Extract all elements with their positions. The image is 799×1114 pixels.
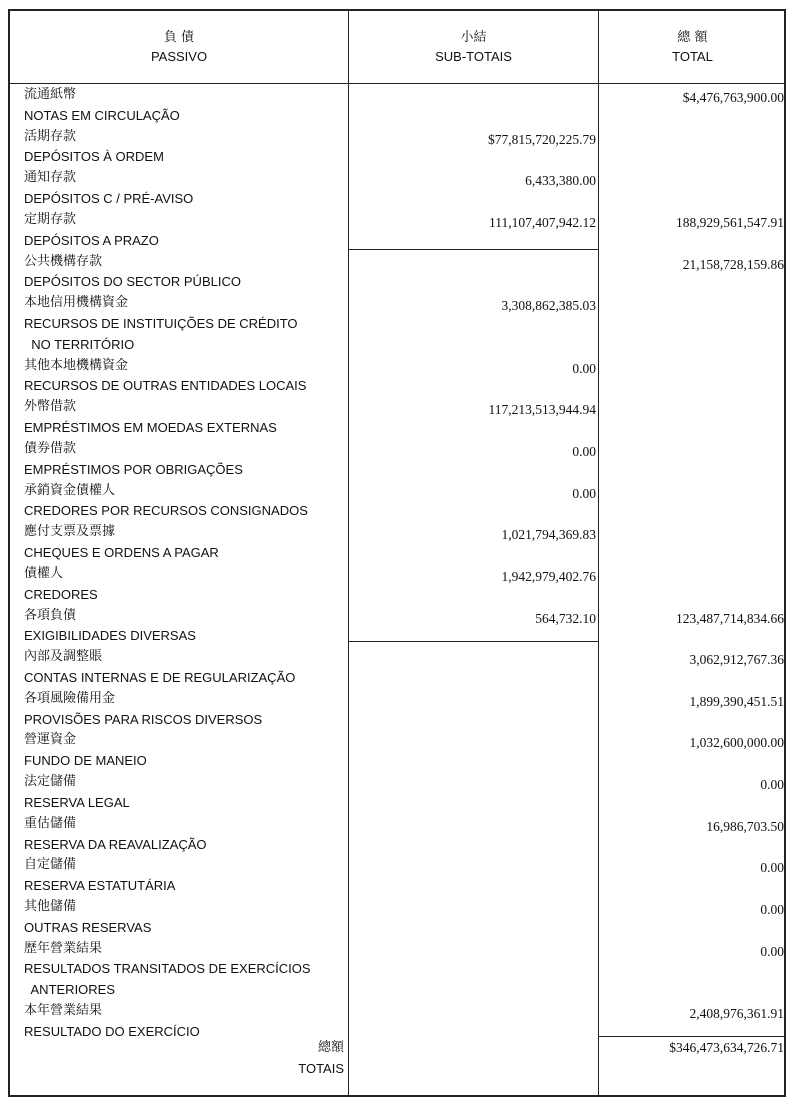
item-label-pt: EMPRÉSTIMOS POR OBRIGAÇÕES	[24, 461, 243, 477]
item-label-zh: 內部及調整賬	[24, 649, 103, 665]
item-label-pt: OUTRAS RESERVAS	[24, 919, 152, 935]
item-total: 0.00	[760, 943, 784, 959]
subtotal-divider	[348, 249, 598, 250]
header-total	[599, 11, 786, 83]
header-subtotais	[349, 11, 598, 83]
item-label-zh: 其他儲備	[24, 898, 77, 914]
item-label-zh: 定期存款	[24, 211, 77, 227]
item-total: 0.00	[760, 901, 784, 917]
item-total: 188,929,561,547.91	[676, 214, 784, 230]
header-zh: 負 債	[163, 30, 195, 45]
item-label-pt: RECURSOS DE INSTITUIÇÕES DE CRÉDITO	[24, 316, 298, 332]
item-total: 3,062,912,767.36	[689, 652, 784, 668]
item-total: 0.00	[760, 860, 784, 876]
item-label-pt: DEPÓSITOS A PRAZO	[24, 232, 159, 248]
item-label-zh: 重估儲備	[24, 815, 77, 831]
item-label-zh: 通知存款	[24, 170, 77, 186]
item-total: 1,899,390,451.51	[689, 693, 784, 709]
balance-sheet-liabilities	[8, 9, 786, 1097]
item-label-pt: RESERVA ESTATUTÁRIA	[24, 878, 176, 894]
subtotal-divider	[348, 641, 598, 642]
item-subtotal: $77,815,720,225.79	[488, 131, 596, 147]
item-label-pt: ANTERIORES	[24, 982, 116, 998]
item-label-pt: EXIGIBILIDADES DIVERSAS	[24, 628, 196, 644]
item-label-pt: EMPRÉSTIMOS EM MOEDAS EXTERNAS	[24, 420, 277, 436]
item-subtotal: 117,213,513,944.94	[488, 402, 596, 418]
item-total: 123,487,714,834.66	[676, 610, 784, 626]
header-pt: TOTAL	[672, 49, 713, 64]
item-label-pt: CONTAS INTERNAS E DE REGULARIZAÇÃO	[24, 669, 296, 685]
item-label-zh: 本地信用機構資金	[24, 295, 129, 311]
item-total: 21,158,728,159.86	[682, 256, 784, 272]
item-label-zh: 承銷資金債權人	[24, 482, 116, 498]
header-pt: SUB-TOTAIS	[435, 49, 512, 64]
item-label-pt: RESERVA LEGAL	[24, 794, 130, 810]
item-label-pt: RECURSOS DE OUTRAS ENTIDADES LOCAIS	[24, 378, 307, 394]
header-zh: 總 額	[677, 30, 708, 45]
item-label-pt: RESULTADOS TRANSITADOS DE EXERCÍCIOS	[24, 961, 311, 977]
item-label-zh: 本年營業結果	[24, 1003, 103, 1019]
item-label-pt: NOTAS EM CIRCULAÇÃO	[24, 107, 180, 123]
item-subtotal: 0.00	[572, 443, 596, 459]
item-subtotal: 0.00	[572, 360, 596, 376]
column-divider	[598, 11, 599, 1095]
item-label-pt: DEPÓSITOS À ORDEM	[24, 149, 164, 165]
item-subtotal: 111,107,407,942.12	[489, 214, 596, 230]
item-label-pt: DEPÓSITOS DO SECTOR PÚBLICO	[24, 274, 241, 290]
item-subtotal: 3,308,862,385.03	[501, 298, 596, 314]
item-label-pt: DEPÓSITOS C / PRÉ-AVISO	[24, 191, 194, 207]
item-label-pt: FUNDO DE MANEIO	[24, 753, 147, 769]
item-label-pt: CREDORES	[24, 586, 98, 602]
item-label-pt: RESERVA DA REAVALIZAÇÃO	[24, 836, 207, 852]
header-zh: 小結	[460, 30, 487, 45]
item-label-zh: 其他本地機構資金	[24, 357, 129, 373]
item-label-zh: 營運資金	[24, 732, 77, 748]
item-total: 0.00	[760, 777, 784, 793]
item-label-pt: RESULTADO DO EXERCÍCIO	[24, 1023, 200, 1039]
item-label-zh: 應付支票及票據	[24, 524, 116, 540]
grand-total-value: $346,473,634,726.71	[669, 1040, 784, 1055]
item-label-zh: 各項風險備用金	[24, 690, 116, 706]
item-label-zh: 流通紙幣	[24, 87, 77, 102]
item-label-pt: CHEQUES E ORDENS A PAGAR	[24, 545, 219, 561]
item-label-pt: PROVISÕES PARA RISCOS DIVERSOS	[24, 711, 263, 727]
item-subtotal: 564,732.10	[535, 610, 596, 626]
item-label-zh: 活期存款	[24, 128, 77, 144]
item-label-pt: CREDORES POR RECURSOS CONSIGNADOS	[24, 503, 308, 519]
item-label-zh: 債權人	[24, 565, 64, 581]
item-label-zh: 法定儲備	[24, 774, 77, 790]
item-label-zh: 外幣借款	[24, 399, 77, 415]
item-subtotal: 6,433,380.00	[525, 173, 596, 189]
totals-label-pt: TOTAIS	[298, 1061, 344, 1076]
header-pt: PASSIVO	[150, 49, 208, 64]
item-total: 16,986,703.50	[706, 818, 784, 834]
item-label-pt: NO TERRITÓRIO	[24, 336, 135, 352]
item-label-zh: 歷年營業結果	[24, 940, 103, 956]
totals-label-zh: 總額	[317, 1040, 344, 1055]
item-label-zh: 債券借款	[24, 440, 77, 456]
header-divider	[10, 83, 784, 84]
item-subtotal: 1,942,979,402.76	[501, 568, 596, 584]
item-label-zh: 公共機構存款	[24, 253, 103, 269]
item-total: 2,408,976,361.91	[689, 1006, 784, 1022]
item-total: $4,476,763,900.00	[682, 90, 784, 105]
header-passivo	[10, 11, 348, 83]
item-subtotal: 1,021,794,369.83	[501, 527, 596, 543]
item-label-zh: 自定儲備	[24, 857, 77, 873]
item-label-zh: 各項負債	[24, 607, 77, 623]
item-total: 1,032,600,000.00	[689, 735, 784, 751]
item-subtotal: 0.00	[572, 485, 596, 501]
